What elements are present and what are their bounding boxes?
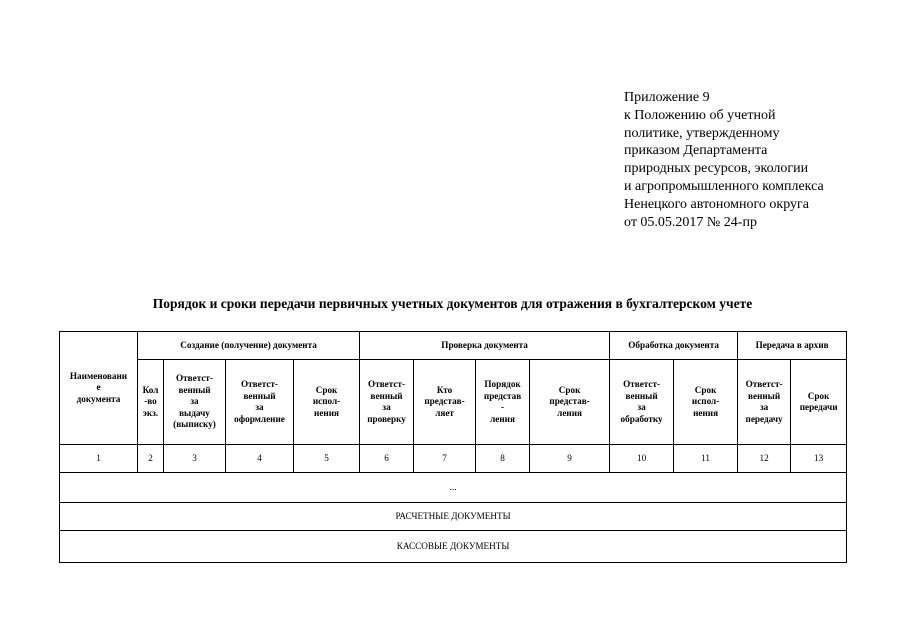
group-header-archive: Передача в архив: [738, 332, 847, 360]
subheader-processing-responsible: Ответст- венный за обработку: [610, 360, 674, 445]
section-cash-documents: КАССОВЫЕ ДОКУМЕНТЫ: [60, 531, 847, 563]
group-header-creation: Создание (получение) документа: [138, 332, 360, 360]
section-row: [60, 531, 847, 563]
appendix-line: к Положению об учетной: [624, 107, 776, 123]
appendix-line: Ненецкого автономного округа: [624, 196, 809, 212]
subheader-submission-term: Срок представ- ления: [530, 360, 610, 445]
group-header-processing: Обработка документа: [610, 332, 738, 360]
subheader-execution-term: Срок испол- нения: [294, 360, 360, 445]
column-number-row: [60, 445, 847, 473]
column-number: 7: [414, 445, 476, 473]
column-number: 6: [360, 445, 414, 473]
column-number: 1: [60, 445, 138, 473]
subheader-copies: Кол -во экз.: [138, 360, 164, 445]
column-number: 5: [294, 445, 360, 473]
column-number: 8: [476, 445, 530, 473]
subheader-transfer-responsible: Ответст- венный за передачу: [738, 360, 791, 445]
column-number: 11: [674, 445, 738, 473]
appendix-line: природных ресурсов, экологии: [624, 161, 809, 177]
appendix-line: Приложение 9: [624, 90, 710, 105]
column-number: 12: [738, 445, 791, 473]
column-number: 2: [138, 445, 164, 473]
subheader-transfer-term: Срок передачи: [791, 360, 847, 445]
appendix-line: политике, утвержденному: [624, 125, 780, 141]
subheader-check-responsible: Ответст- венный за проверку: [360, 360, 414, 445]
group-header-check: Проверка документа: [360, 332, 610, 360]
column-number: 3: [164, 445, 226, 473]
column-number: 13: [791, 445, 847, 473]
section-settlement-documents: РАСЧЕТНЫЕ ДОКУМЕНТЫ: [60, 503, 847, 531]
group-header-row: [60, 332, 847, 360]
column-number: 4: [226, 445, 294, 473]
column-number: 9: [530, 445, 610, 473]
appendix-line: от 05.05.2017 № 24-пр: [624, 214, 757, 230]
ellipsis-row: [60, 473, 847, 503]
appendix-line: и агропромышленного комплекса: [624, 178, 824, 194]
subheader-issue-responsible: Ответст- венный за выдачу (выписку): [164, 360, 226, 445]
ellipsis-cell: ...: [60, 473, 847, 503]
subheader-submission-order: Порядок представ - ления: [476, 360, 530, 445]
section-row: [60, 503, 847, 531]
subheader-submitter: Кто представ- ляет: [414, 360, 476, 445]
subheader-row: [60, 360, 847, 445]
appendix-block: [624, 89, 824, 231]
subheader-processing-term: Срок испол- нения: [674, 360, 738, 445]
document-title: Порядок и сроки передачи первичных учетных документов для отражения в бухгалтерском учете: [152, 296, 753, 311]
appendix-line: приказом Департамента: [624, 143, 768, 159]
document-table: [59, 331, 847, 563]
document-name-header: Наименовани е документа: [60, 332, 138, 445]
column-number: 10: [610, 445, 674, 473]
subheader-registration-responsible: Ответст- венный за оформление: [226, 360, 294, 445]
